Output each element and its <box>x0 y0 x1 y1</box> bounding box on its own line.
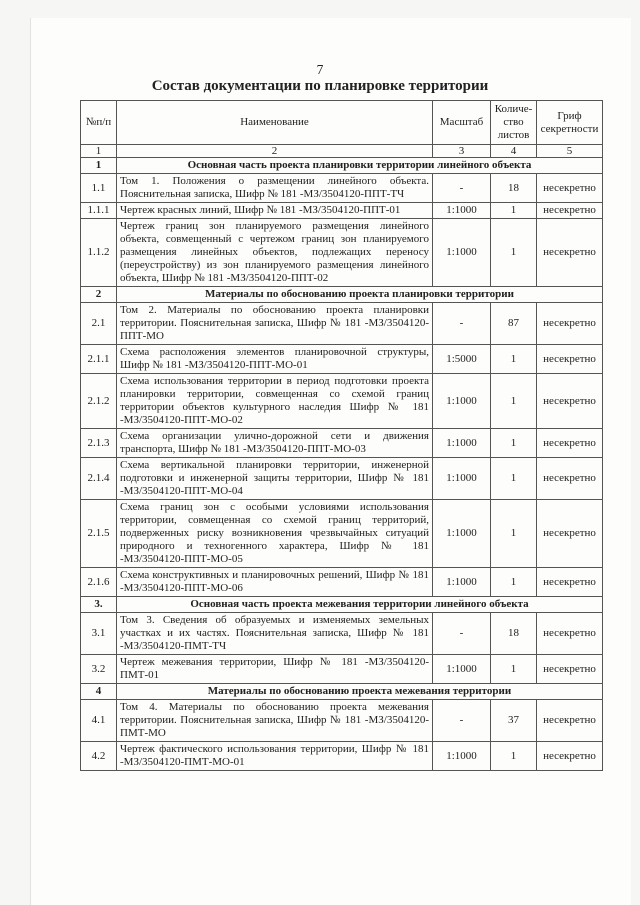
document-name: Схема расположения элементов планировочной структуры, Шифр № 181 -МЗ/3504120-ППТ-МО-01 <box>117 345 433 374</box>
document-classification: несекретно <box>537 303 603 345</box>
table-row <box>81 219 603 287</box>
document-scale: 1:1000 <box>433 655 491 684</box>
document-sheet-count: 1 <box>491 374 537 429</box>
table-row <box>81 655 603 684</box>
table-row <box>81 203 603 219</box>
document-sheet-count: 1 <box>491 655 537 684</box>
section-row <box>81 597 603 613</box>
document-name: Том 1. Положения о размещении линейного объекта. Пояснительная записка, Шифр № 181 -МЗ/3504120-ППТ-ТЧ <box>117 174 433 203</box>
document-sheet-count: 18 <box>491 174 537 203</box>
document-scale: - <box>433 700 491 742</box>
section-title: Основная часть проекта планировки территории линейного объекта <box>117 158 603 174</box>
column-number: 3 <box>433 145 491 158</box>
document-sheet-count: 87 <box>491 303 537 345</box>
table-body <box>81 158 603 771</box>
section-number: 4 <box>81 684 117 700</box>
section-title: Материалы по обоснованию проекта планировки территории <box>117 287 603 303</box>
section-row <box>81 158 603 174</box>
document-scale: - <box>433 174 491 203</box>
column-number: 5 <box>537 145 603 158</box>
row-number: 2.1.2 <box>81 374 117 429</box>
header-grif: Гриф секретности <box>537 101 603 145</box>
column-number: 1 <box>81 145 117 158</box>
document-title: Состав документации по планировке территории <box>151 78 489 94</box>
header-name: Наименование <box>117 101 433 145</box>
document-name: Чертеж межевания территории, Шифр № 181 -МЗ/3504120-ПМТ-01 <box>117 655 433 684</box>
document-sheet-count: 1 <box>491 742 537 771</box>
document-sheet-count: 1 <box>491 429 537 458</box>
document-scale: - <box>433 303 491 345</box>
page-number: 7 <box>316 62 324 77</box>
document-name: Схема использования территории в период подготовки проекта планировки территории, совмещенная со схемой границ территории объектов культурного наследия Шифр № 181 -МЗ/3504120-ППТ-МО-02 <box>117 374 433 429</box>
document-name: Чертеж границ зон планируемого размещения линейного объекта, совмещенный с чертежом границ зон планируемого размещения линейных объектов, подлежащих переносу (переустройству) из зон планируемого размещения линейного объекта, Шифр № 181 -МЗ/3504120-ППТ-02 <box>117 219 433 287</box>
document-scale: 1:1000 <box>433 219 491 287</box>
row-number: 1.1.1 <box>81 203 117 219</box>
document-classification: несекретно <box>537 345 603 374</box>
document-scale: 1:1000 <box>433 429 491 458</box>
document-scale: 1:1000 <box>433 374 491 429</box>
document-name: Чертеж красных линий, Шифр № 181 -МЗ/3504120-ППТ-01 <box>117 203 433 219</box>
document-classification: несекретно <box>537 374 603 429</box>
document-name: Том 4. Материалы по обоснованию проекта межевания территории. Пояснительная записка, Шифр № 181 -МЗ/3504120-ПМТ-МО <box>117 700 433 742</box>
document-name: Схема границ зон с особыми условиями использования территории, совмещенная со схемой границ территорий, подверженных риску возникновения чрезвычайных ситуаций природного и техногенного характера, Шифр № 181 -МЗ/3504120-ППТ-МО-05 <box>117 500 433 568</box>
table-row <box>81 568 603 597</box>
section-row <box>81 684 603 700</box>
document-sheet-count: 1 <box>491 500 537 568</box>
document-scale: 1:1000 <box>433 458 491 500</box>
document-classification: несекретно <box>537 429 603 458</box>
document-sheet-count: 18 <box>491 613 537 655</box>
document-classification: несекретно <box>537 568 603 597</box>
document-classification: несекретно <box>537 458 603 500</box>
row-number: 2.1.3 <box>81 429 117 458</box>
section-row <box>81 287 603 303</box>
document-name: Том 2. Материалы по обоснованию проекта планировки территории. Пояснительная записка, Шифр № 181 -МЗ/3504120-ППТ-МО <box>117 303 433 345</box>
section-number: 3. <box>81 597 117 613</box>
row-number: 3.1 <box>81 613 117 655</box>
row-number: 4.2 <box>81 742 117 771</box>
column-numbers-row <box>81 145 603 158</box>
document-scale: 1:1000 <box>433 742 491 771</box>
document-scale: 1:1000 <box>433 500 491 568</box>
document-classification: несекретно <box>537 203 603 219</box>
row-number: 2.1 <box>81 303 117 345</box>
document-name: Чертеж фактического использования территории, Шифр № 181 -МЗ/3504120-ПМТ-МО-01 <box>117 742 433 771</box>
column-number: 2 <box>117 145 433 158</box>
header-scale: Масштаб <box>433 101 491 145</box>
table-row <box>81 700 603 742</box>
document-classification: несекретно <box>537 174 603 203</box>
section-number: 2 <box>81 287 117 303</box>
header-num: №п/п <box>81 101 117 145</box>
document-classification: несекретно <box>537 500 603 568</box>
column-number: 4 <box>491 145 537 158</box>
document-scale: 1:1000 <box>433 568 491 597</box>
document-name: Схема конструктивных и планировочных решений, Шифр № 181 -МЗ/3504120-ППТ-МО-06 <box>117 568 433 597</box>
section-title: Материалы по обоснованию проекта межевания территории <box>117 684 603 700</box>
row-number: 2.1.6 <box>81 568 117 597</box>
table-header-row <box>81 101 603 145</box>
table-row <box>81 458 603 500</box>
table-row <box>81 174 603 203</box>
document-name: Том 3. Сведения об образуемых и изменяемых земельных участках и их частях. Пояснительная записка, Шифр № 181 -МЗ/3504120-ПМТ-ТЧ <box>117 613 433 655</box>
section-title: Основная часть проекта межевания территории линейного объекта <box>117 597 603 613</box>
document-sheet-count: 1 <box>491 568 537 597</box>
document-scale: - <box>433 613 491 655</box>
document-sheet-count: 1 <box>491 345 537 374</box>
row-number: 2.1.4 <box>81 458 117 500</box>
document-classification: несекретно <box>537 700 603 742</box>
document-scale: 1:5000 <box>433 345 491 374</box>
documentation-table <box>80 100 603 771</box>
document-classification: несекретно <box>537 613 603 655</box>
document-classification: несекретно <box>537 655 603 684</box>
table-row <box>81 374 603 429</box>
row-number: 2.1.5 <box>81 500 117 568</box>
table-row <box>81 345 603 374</box>
document-sheet-count: 1 <box>491 219 537 287</box>
document-scale: 1:1000 <box>433 203 491 219</box>
row-number: 1.1.2 <box>81 219 117 287</box>
row-number: 3.2 <box>81 655 117 684</box>
document-sheet-count: 1 <box>491 458 537 500</box>
document-classification: несекретно <box>537 219 603 287</box>
row-number: 4.1 <box>81 700 117 742</box>
table-row <box>81 613 603 655</box>
row-number: 1.1 <box>81 174 117 203</box>
document-name: Схема организации улично-дорожной сети и движения транспорта, Шифр № 181 -МЗ/3504120-ППТ-МО-03 <box>117 429 433 458</box>
table-row <box>81 500 603 568</box>
document-sheet-count: 1 <box>491 203 537 219</box>
document-sheet-count: 37 <box>491 700 537 742</box>
table-row <box>81 429 603 458</box>
header-sheets: Количе-ство листов <box>491 101 537 145</box>
table-row <box>81 303 603 345</box>
table-row <box>81 742 603 771</box>
section-number: 1 <box>81 158 117 174</box>
row-number: 2.1.1 <box>81 345 117 374</box>
document-classification: несекретно <box>537 742 603 771</box>
document-name: Схема вертикальной планировки территории, инженерной подготовки и инженерной защиты территории, Шифр № 181 -МЗ/3504120-ППТ-МО-04 <box>117 458 433 500</box>
